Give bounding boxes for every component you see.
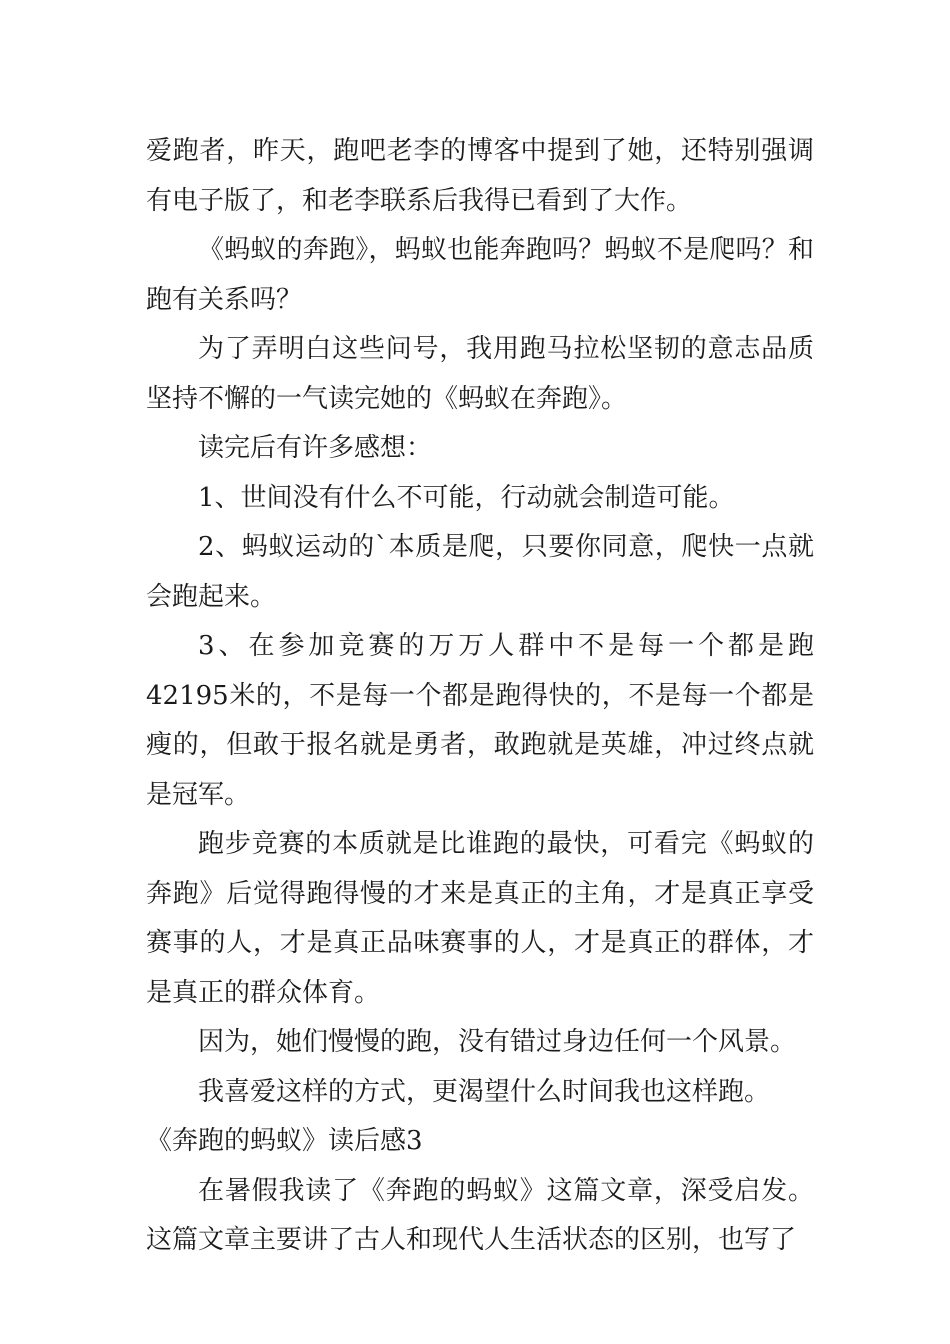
list-item-3: 3、在参加竞赛的万万人群中不是每一个都是跑42195米的，不是每一个都是跑得快的，不是每一个都是瘦的，但敢于报名就是勇者，敢跑就是英雄，冲过终点就是冠军。 — [146, 631, 814, 810]
paragraph-2: 《蚂蚁的奔跑》，蚂蚁也能奔跑吗？蚂蚁不是爬吗？和跑有关系吗？ — [146, 235, 814, 315]
section-heading: 《奔跑的蚂蚁》读后感3 — [146, 1126, 423, 1156]
list-item-2: 2、蚂蚁运动的`本质是爬，只要你同意，爬快一点就会跑起来。 — [146, 532, 814, 612]
paragraph-3: 为了弄明白这些问号，我用跑马拉松坚韧的意志品质坚持不懈的一气读完她的《蚂蚁在奔跑》。 — [146, 334, 814, 414]
paragraph-7: 我喜爱这样的方式，更渴望什么时间我也这样跑。 — [198, 1076, 771, 1107]
paragraph-5: 跑步竞赛的本质就是比谁跑的最快，可看完《蚂蚁的奔跑》后觉得跑得慢的才来是真正的主角，才是真正享受赛事的人，才是真正品味赛事的人，才是真正的群体，才是真正的群众体育。 — [146, 829, 814, 1008]
paragraph-1: 爱跑者，昨天，跑吧老李的博客中提到了她，还特别强调有电子版了，和老李联系后我得已看到了大作。 — [146, 136, 814, 216]
list-item-1: 1、世间没有什么不可能，行动就会制造可能。 — [198, 482, 735, 513]
paragraph-4: 读完后有许多感想： — [198, 433, 433, 463]
paragraph-8: 在暑假我读了《奔跑的蚂蚁》这篇文章，深受启发。这篇文章主要讲了古人和现代人生活状态的区别，也写了 — [146, 1175, 814, 1255]
paragraph-6: 因为，她们慢慢的跑，没有错过身边任何一个风景。 — [198, 1027, 797, 1057]
document-body — [146, 127, 814, 1266]
